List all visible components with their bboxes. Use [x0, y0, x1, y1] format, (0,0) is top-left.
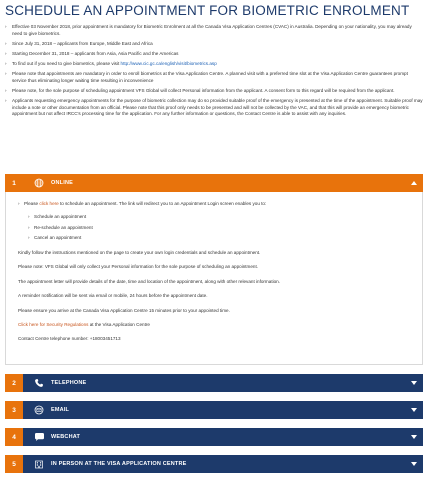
online-paragraph: The appointment letter will provide details of the date, time and location of the appointment, along with other relevant information. — [18, 278, 280, 284]
page-container — [5, 0, 423, 468]
info-bullet: › To find out if you need to give biometrics, please visit http://www.cic.gc.ca/english/visit/biometrics.asp — [5, 61, 423, 68]
info-bullet: › Since July 31, 2018 – applicants from Europe, Middle East and Africa — [5, 41, 423, 48]
chat-icon — [32, 430, 46, 444]
biometrics-link[interactable]: http://www.cic.gc.ca/english/visit/biometrics.asp — [120, 60, 217, 66]
online-paragraph: Please ensure you arrive at the Canada Visa Application Centre 15 minutes prior to your appointed time. — [18, 307, 230, 313]
accordion-online[interactable] — [5, 174, 423, 192]
phone-icon — [32, 376, 46, 390]
option-item: › Cancel an appointment — [28, 235, 414, 241]
chevron-down-icon — [407, 462, 421, 466]
online-intro: › Please click here to schedule an appointment. The link will redirect you to an Appointment Login screen enables you to: — [18, 201, 414, 207]
security-line: Click here for Security Regulations at the Visa Application Centre — [18, 321, 150, 327]
chevron-down-icon — [407, 435, 421, 439]
accordion-email[interactable] — [5, 401, 423, 419]
accordion-webchat[interactable] — [5, 428, 423, 446]
info-bullet: › Effective 03 November 2018, prior appointment is mandatory for Biometric Enrolment at all the Canada Visa Application Centres (CVAC) in Australia. Depending on your nationality, you may already need to give biometrics. — [5, 24, 423, 37]
accordion-label: WEBCHAT — [51, 434, 81, 440]
accordion-label: ONLINE — [51, 180, 73, 186]
accordion-number: 1 — [5, 174, 23, 192]
online-panel-content — [5, 192, 423, 365]
accordion-number: 2 — [5, 374, 23, 392]
page-title: SCHEDULE AN APPOINTMENT FOR BIOMETRIC ENROLMENT — [5, 3, 410, 18]
accordion-label: IN PERSON AT THE VISA APPLICATION CENTRE — [51, 461, 187, 467]
option-item: › Re-schedule an appointment — [28, 225, 414, 231]
info-bullet: › Please note that appointments are mandatory in order to enroll biometrics at the Visa Application Centre. A planned visit with a preferred time slot at the Visa Application Centre guarantees prompt service thus eliminating longer waiting time resulting in inconvenience — [5, 71, 423, 84]
online-paragraph: Please note: VFS Global will only collect your Personal information for the sole purpose of scheduling an appointment. — [18, 264, 259, 270]
online-paragraph: Kindly follow the instructions mentioned on the page to create your own login credentials and schedule an appointment. — [18, 249, 261, 255]
option-item: › Schedule an appointment — [28, 214, 414, 220]
chevron-up-icon — [407, 181, 421, 185]
info-bullet: › Please note, for the sole purpose of scheduling appointment VFS Global will collect Personal information from the applicant. A consent form to this regard will be required from the applicant. — [5, 88, 423, 95]
accordion-number: 3 — [5, 401, 23, 419]
globe-icon — [32, 176, 46, 190]
accordion-label: EMAIL — [51, 407, 70, 413]
online-options-list — [18, 214, 414, 241]
accordion-label: TELEPHONE — [51, 380, 87, 386]
chevron-down-icon — [407, 381, 421, 385]
info-bullet: › Starting December 31, 2018 – applicants from Asia, Asia Pacific and the Americas — [5, 51, 423, 58]
accordion-in-person[interactable] — [5, 455, 423, 473]
schedule-click-here-link[interactable]: click here — [39, 201, 59, 206]
contact-number: Contact Centre telephone number: +18003451713 — [18, 336, 121, 342]
building-icon — [32, 457, 46, 471]
chevron-down-icon — [407, 408, 421, 412]
accordion-telephone[interactable] — [5, 374, 423, 392]
accordion-number: 4 — [5, 428, 23, 446]
accordion-number: 5 — [5, 455, 23, 473]
emergency-sub-bullet: › Applicants requesting emergency appointments for the purpose of biometric collection may do so provided suitable proof of the emergency is presented at the time of the appointment. Suitable proof may include a note or other documentation from an official. Please note that this proof only needs to be presented and will not be collected by the VAC, and that this will provide an emergency biometric appointment but not affect IRCC's processing time for the application. For any further information or questions, the Contact Centre is able to assist with any inquiries. — [5, 98, 423, 118]
security-regulations-link[interactable]: Click here for Security Regulations — [18, 321, 89, 327]
online-paragraph: A reminder notification will be sent via email or mobile, 24 hours before the appointment date. — [18, 293, 208, 299]
info-bullet-list — [5, 24, 423, 118]
email-icon — [32, 403, 46, 417]
